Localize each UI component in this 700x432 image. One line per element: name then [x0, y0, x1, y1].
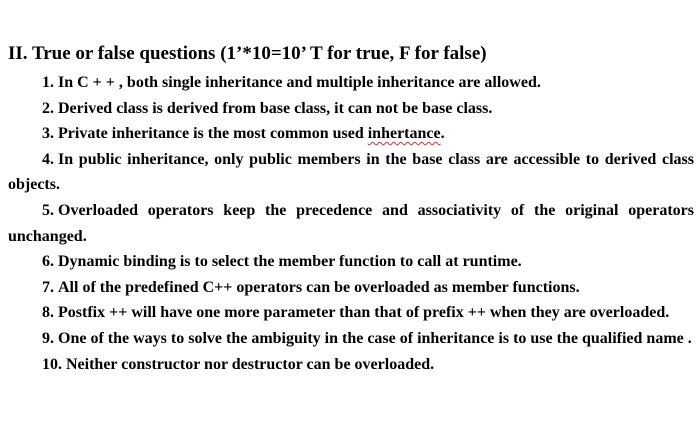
question-text: In public inheritance, only public members in the base class are accessible to derived class objects.: [8, 150, 694, 194]
question-text-end: .: [440, 125, 445, 143]
question-item: [8, 147, 694, 198]
question-number: 4.: [42, 150, 54, 168]
question-text: Postfix ++ will have one more parameter than that of prefix ++ when they are overloaded.: [58, 304, 670, 322]
misspelled-word[interactable]: inhertance: [367, 125, 441, 143]
question-text: Private inheritance is the most common used: [58, 125, 368, 143]
question-number: 8.: [42, 304, 54, 322]
question-text: Dynamic binding is to select the member function to call at runtime.: [58, 253, 522, 271]
question-text: All of the predefined C++ operators can be overloaded as member functions.: [58, 278, 580, 296]
section-heading: II. True or false questions (1’*10=10’ T for true, F for false): [8, 43, 487, 64]
question-text: One of the ways to solve the ambiguity in the case of inheritance is to use the qualified name .: [58, 329, 692, 347]
question-item: [8, 300, 694, 326]
question-text: Derived class is derived from base class, it can not be base class.: [58, 99, 493, 117]
question-text: Overloaded operators keep the precedence and associativity of the original operators unchanged.: [8, 201, 694, 245]
question-item: [8, 70, 694, 96]
document-page: [8, 42, 694, 377]
question-number: 3.: [42, 125, 54, 143]
question-number: 7.: [42, 278, 54, 296]
question-number: 5.: [42, 201, 54, 219]
question-number: 2.: [42, 99, 54, 117]
question-item: [8, 96, 694, 122]
question-item: [8, 198, 694, 249]
question-item: [8, 326, 694, 352]
question-number: 6.: [42, 253, 54, 271]
question-item: [8, 249, 694, 275]
question-number: 10.: [42, 355, 62, 373]
question-item: [8, 352, 694, 378]
question-text: In C + + , both single inheritance and multiple inheritance are allowed.: [58, 74, 541, 91]
question-number: 1.: [42, 74, 54, 91]
question-number: 9.: [42, 329, 54, 347]
question-item: [8, 275, 694, 301]
question-list: [8, 70, 694, 377]
question-item: [8, 121, 694, 147]
question-text: Neither constructor nor destructor can be overloaded.: [66, 355, 435, 373]
